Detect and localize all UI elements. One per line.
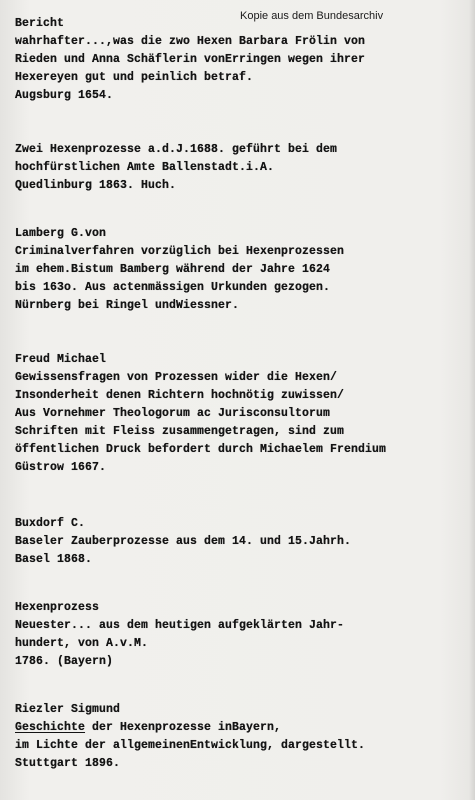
underlined-title-word: Geschichte — [15, 721, 86, 734]
entry-line: Neuester... aus dem heutigen aufgeklärten Jahr- — [15, 619, 345, 632]
entry-line: Augsburg 1654. — [15, 89, 114, 102]
bibliography-entry — [15, 141, 337, 195]
bibliography-entry — [15, 599, 344, 671]
entry-line: Zwei Hexenprozesse a.d.J.1688. geführt bei dem — [15, 143, 338, 156]
bibliography-entry — [15, 351, 386, 477]
entry-line: Criminalverfahren vorzüglich bei Hexenprozessen — [15, 245, 345, 258]
entry-line: Baseler Zauberprozesse aus dem 14. und 15.Jahrh. — [15, 535, 352, 548]
entry-line: Aus Vornehmer Theologorum ac Jurisconsultorum — [15, 407, 331, 420]
entry-line: Rieden und Anna Schäflerin vonErringen wegen ihrer — [15, 53, 366, 66]
entry-line: Hexereyen gut und peinlich betraf. — [15, 71, 254, 84]
entry-line: im ehem.Bistum Bamberg während der Jahre 1624 — [15, 263, 331, 276]
entry-line: bis 163o. Aus actenmässigen Urkunden gezogen. — [15, 281, 331, 294]
entry-line: Quedlinburg 1863. Huch. — [15, 179, 177, 192]
archive-stamp: Kopie aus dem Bundesarchiv — [240, 10, 384, 22]
bibliography-entry — [15, 515, 351, 569]
entry-line: öffentlichen Druck befordert durch Michaelem Frendium — [15, 443, 387, 456]
entry-line: wahrhafter...,was die zwo Hexen Barbara Frölin von — [15, 35, 366, 48]
entry-line: Stuttgart 1896. — [15, 757, 121, 770]
entry-line: Riezler Sigmund — [15, 703, 121, 716]
bibliography-entry — [15, 701, 365, 773]
entry-line: Hexenprozess — [15, 601, 100, 614]
entry-line-underlined — [15, 719, 365, 737]
entry-line: Nürnberg bei Ringel undWiessner. — [15, 299, 240, 312]
entry-line: im Lichte der allgemeinenEntwicklung, dargestellt. — [15, 739, 366, 752]
bibliography-entry — [15, 15, 365, 105]
title-rest: der Hexenprozesse inBayern, — [85, 721, 282, 734]
entry-line: Bericht — [15, 17, 65, 30]
entry-line: Insonderheit denen Richtern hochnötig zuwissen/ — [15, 389, 345, 402]
entry-line: Schriften mit Fleiss zusammengetragen, sind zum — [15, 425, 345, 438]
page-edge-shadow — [469, 0, 475, 800]
entry-line: hochfürstlichen Amte Ballenstadt.i.A. — [15, 161, 275, 174]
entry-line: 1786. (Bayern) — [15, 655, 114, 668]
bibliography-entry — [15, 225, 344, 315]
entry-line: Basel 1868. — [15, 553, 93, 566]
entry-line: hundert, von A.v.M. — [15, 637, 149, 650]
entry-line: Freud Michael — [15, 353, 107, 366]
entry-line: Güstrow 1667. — [15, 461, 107, 474]
entry-line: Gewissensfragen von Prozessen wider die Hexen/ — [15, 371, 338, 384]
entry-line: Lamberg G.von — [15, 227, 107, 240]
entry-line: Buxdorf C. — [15, 517, 86, 530]
